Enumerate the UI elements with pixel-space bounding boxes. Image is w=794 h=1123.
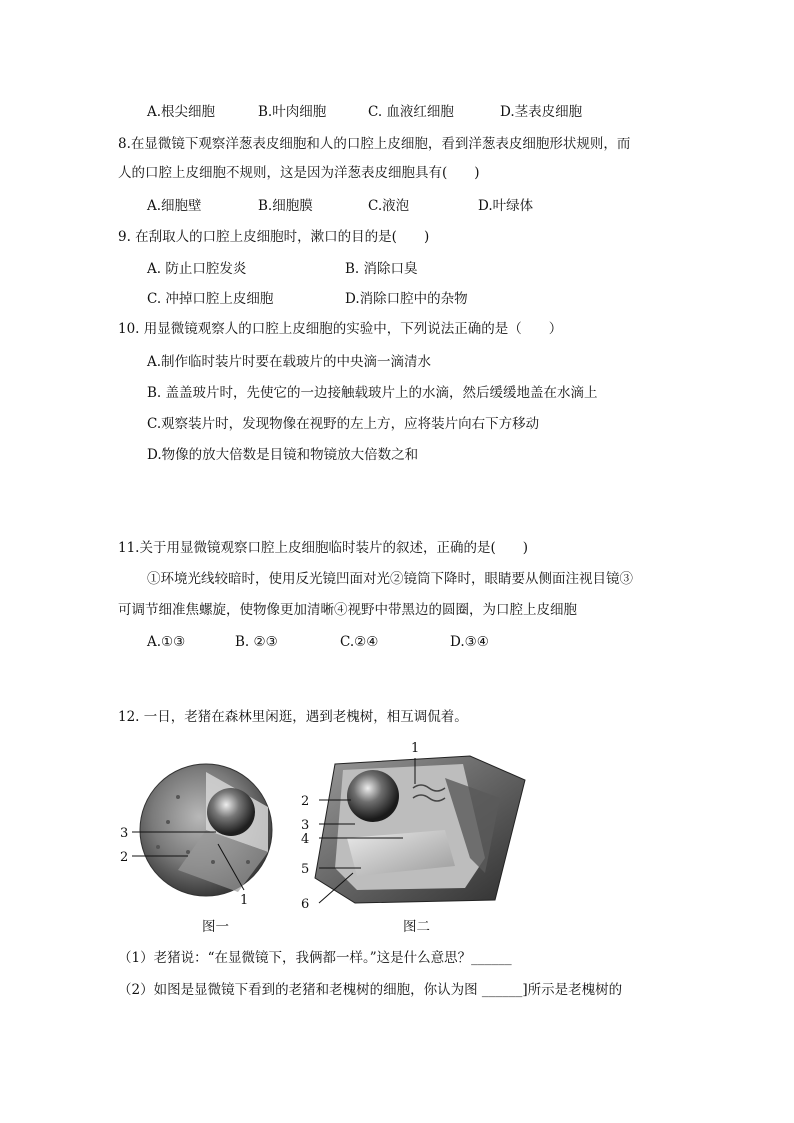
q7-option-c: C. 血液红细胞 xyxy=(368,104,454,120)
q11-body-line2: 可调节细准焦螺旋，使物像更加清晰④视野中带黑边的圆圈，为口腔上皮细胞 xyxy=(118,602,577,618)
fig2-label-2: 2 xyxy=(301,794,310,809)
q7-option-b: B.叶肉细胞 xyxy=(258,104,327,120)
q8-option-c: C.液泡 xyxy=(368,198,410,214)
q8-stem-line2: 人的口腔上皮细胞不规则，这是因为洋葱表皮细胞具有( ) xyxy=(118,165,480,181)
q8-option-a: A.细胞壁 xyxy=(147,198,202,214)
fig2-label-6: 6 xyxy=(301,897,310,912)
q9-stem: 9. 在刮取人的口腔上皮细胞时，漱口的目的是( ) xyxy=(118,229,430,245)
q7-option-d: D.茎表皮细胞 xyxy=(500,104,583,120)
q12-stem: 12. 一日，老猪在森林里闲逛，遇到老槐树，相互调侃着。 xyxy=(118,709,468,725)
q12-sub1: （1）老猪说：“在显微镜下，我俩都一样。”这是什么意思？______ xyxy=(118,950,512,966)
q10-option-d: D.物像的放大倍数是目镜和物镜放大倍数之和 xyxy=(147,447,419,463)
q11-body-line1: ①环境光线较暗时，使用反光镜凹面对光②镜筒下降时，眼睛要从侧面注视目镜③ xyxy=(147,571,633,587)
q11-stem: 11.关于用显微镜观察口腔上皮细胞临时装片的叙述，正确的是( ) xyxy=(118,540,529,556)
q11-option-d: D.③④ xyxy=(450,634,489,650)
animal-cell-figure xyxy=(118,752,293,912)
figure1-caption: 图一 xyxy=(202,919,229,935)
q10-stem: 10. 用显微镜观察人的口腔上皮细胞的实验中，下列说法正确的是（ ） xyxy=(118,321,563,337)
fig2-label-1: 1 xyxy=(411,741,420,756)
q9-option-d: D.消除口腔中的杂物 xyxy=(345,291,468,307)
figure2-caption: 图二 xyxy=(403,919,430,935)
fig2-label-5: 5 xyxy=(301,862,310,877)
q10-option-b: B. 盖盖玻片时，先使它的一边接触载玻片上的水滴，然后缓缓地盖在水滴上 xyxy=(147,385,598,401)
fig1-label-1: 1 xyxy=(240,893,249,908)
fig2-label-4: 4 xyxy=(301,832,310,847)
q11-option-c: C.②④ xyxy=(340,634,379,650)
q9-option-c: C. 冲掉口腔上皮细胞 xyxy=(147,291,274,307)
plant-cell-figure xyxy=(295,738,527,913)
q10-option-a: A.制作临时装片时要在载玻片的中央滴一滴清水 xyxy=(147,354,432,370)
fig1-label-2: 2 xyxy=(120,850,129,865)
q10-option-c: C.观察装片时，发现物像在视野的左上方，应将装片向右下方移动 xyxy=(147,416,540,432)
fig2-label-3: 3 xyxy=(301,818,310,833)
q8-stem-line1: 8.在显微镜下观察洋葱表皮细胞和人的口腔上皮细胞，看到洋葱表皮细胞形状规则，而 xyxy=(118,136,631,152)
q8-option-d: D.叶绿体 xyxy=(478,198,534,214)
q11-option-b: B. ②③ xyxy=(235,634,278,650)
q9-option-a: A. 防止口腔发炎 xyxy=(147,261,247,277)
q7-option-a: A.根尖细胞 xyxy=(147,104,216,120)
q11-option-a: A.①③ xyxy=(147,634,186,650)
q8-option-b: B.细胞膜 xyxy=(258,198,313,214)
fig1-label-3: 3 xyxy=(120,826,129,841)
q12-sub2: （2）如图是显微镜下看到的老猪和老槐树的细胞，你认为图 ______]所示是老槐树的 xyxy=(118,982,623,998)
q9-option-b: B. 消除口臭 xyxy=(345,261,418,277)
